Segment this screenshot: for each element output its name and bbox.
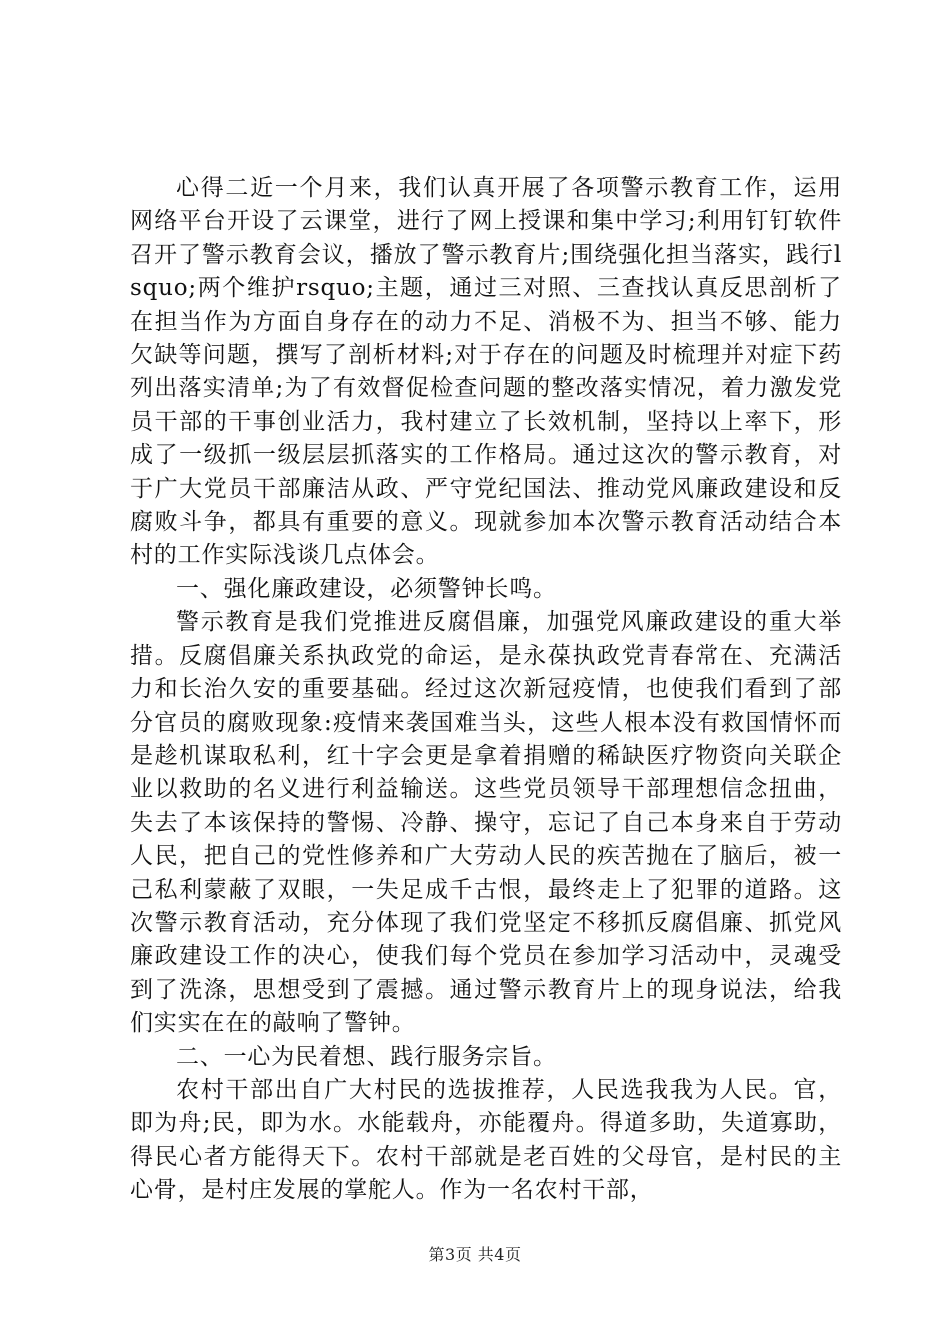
paragraph-section-2: 农村干部出自广大村民的选拔推荐，人民选我我为人民。官，即为舟;民，即为水。水能载舟，亦能覆舟。得道多助，失道寡助，得民心者方能得天下。农村干部就是老百姓的父母官，是村民的主心骨，是村庄发展的掌舵人。作为一名农村干部， (130, 1076, 842, 1204)
section-heading-2: 二、一心为民着想、践行服务宗旨。 (176, 1043, 557, 1070)
page-number-footer: 第3页 共4页 (428, 1245, 522, 1264)
document-body (130, 172, 842, 1208)
paragraph-section-1: 警示教育是我们党推进反腐倡廉，加强党风廉政建设的重大举措。反腐倡廉关系执政党的命运，是永葆执政党青春常在、充满活力和长治久安的重要基础。经过这次新冠疫情，也使我们看到了部分官员的腐败现象:疫情来袭国难当头，这些人根本没有救国情怀而是趁机谋取私利，红十字会更是拿着捐赠的稀缺医疗物资向关联企业以救助的名义进行利益输送。这些党员领导干部理想信念扭曲，失去了本该保持的警惕、冷静、操守，忘记了自己本身来自于劳动人民，把自己的党性修养和广大劳动人民的疾苦抛在了脑后，被一己私利蒙蔽了双眼，一失足成千古恨，最终走上了犯罪的道路。这次警示教育活动，充分体现了我们党坚定不移抓反腐倡廉、抓党风廉政建设工作的决心，使我们每个党员在参加学习活动中，灵魂受到了洗涤，思想受到了震撼。通过警示教育片上的现身说法，给我们实实在在的敲响了警钟。 (130, 609, 842, 1037)
paragraph-intro: 心得二近一个月来，我们认真开展了各项警示教育工作，运用网络平台开设了云课堂，进行了网上授课和集中学习;利用钉钉软件召开了警示教育会议，播放了警示教育片;围绕强化担当落实，践行lsquo;两个维护rsquo;主题，通过三对照、三查找认真反思剖析了在担当作为方面自身存在的动力不足、消极不为、担当不够、能力欠缺等问题，撰写了剖析材料;对于存在的问题及时梳理并对症下药列出落实清单;为了有效督促检查问题的整改落实情况，着力激发党员干部的干事创业活力，我村建立了长效机制，坚持以上率下，形成了一级抓一级层层抓落实的工作格局。通过这次的警示教育，对于广大党员干部廉洁从政、严守党纪国法、推动党风廉政建设和反腐败斗争，都具有重要的意义。现就参加本次警示教育活动结合本村的工作实际浅谈几点体会。 (130, 175, 842, 569)
section-heading-1: 一、强化廉政建设，必须警钟长鸣。 (176, 575, 557, 602)
